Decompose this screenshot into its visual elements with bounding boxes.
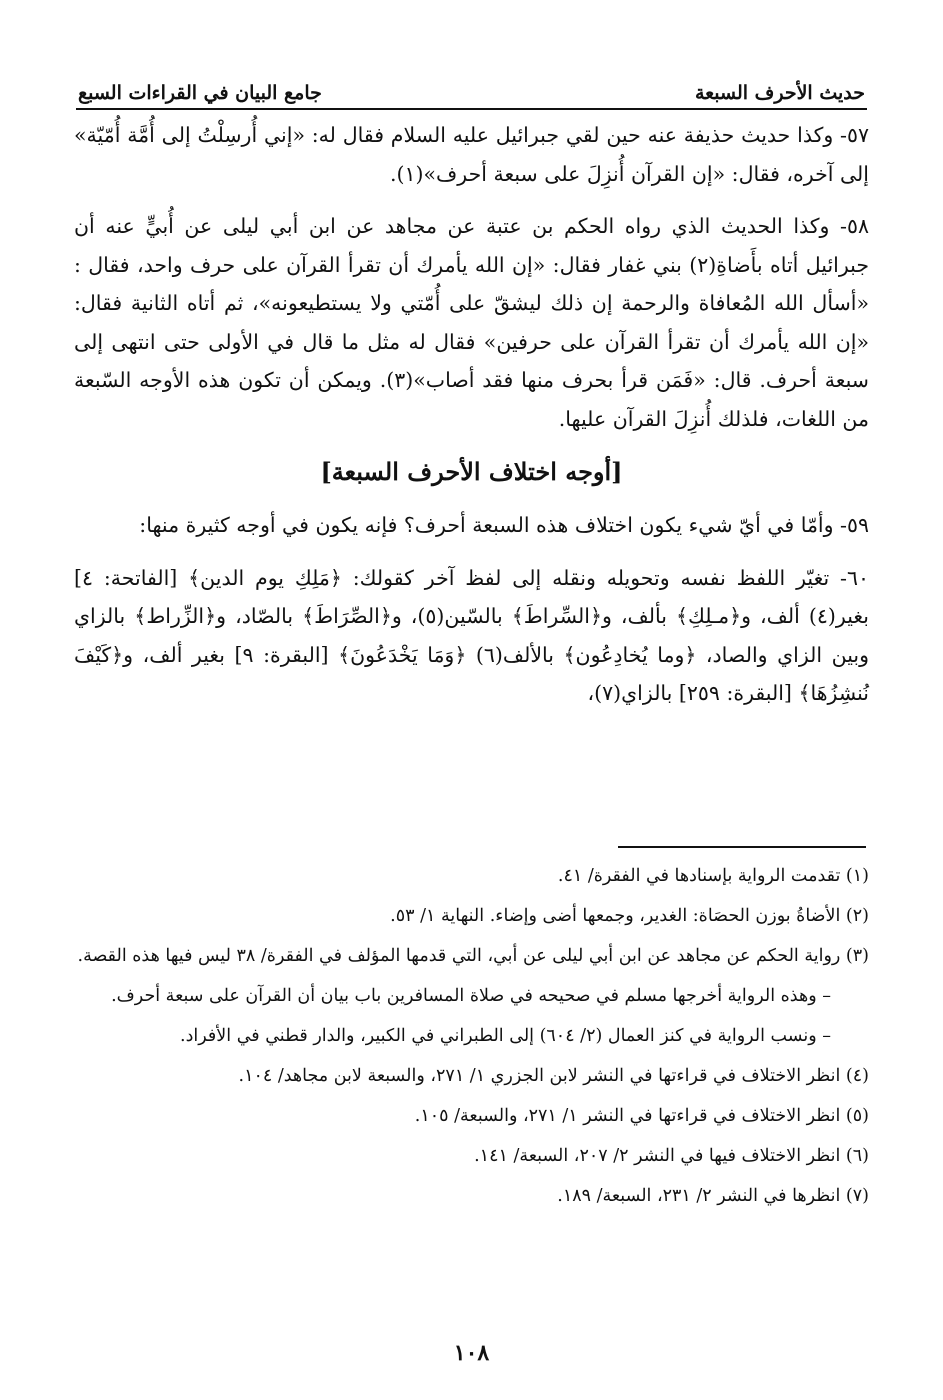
section-heading-text: [أوجه اختلاف الأحرف السبعة]	[320, 457, 623, 486]
paragraph-58: ٥٨- وكذا الحديث الذي رواه الحكم بن عتبة عن مجاهد عن ابن أبي ليلى عن أُبيٍّ عنه أن جبرائيل أتاه بأَضاةِ(٢) بني غفار فقال: «إن الله يأمرك أن تقرأ القرآن على حرف واحد، فقال : «أسأل الله المُعافاة والرحمة إن ذلك ليشقّ على أُمّتي ولا يستطيعونه»، ثم أتاه الثانية فقال: «إن الله يأمرك أن تقرأ القرآن على حرفين» فقال له مثل ما قال في الأولى حتى انتهى إلى سبعة أحرف. قال: «فَمَن قرأ بحرف منها فقد أصاب»(٣). ويمكن أن تكون هذه الأوجه السّبعة من اللغات، فلذلك أُنزِلَ القرآن عليها.	[74, 214, 870, 431]
main-text	[74, 116, 869, 727]
running-header	[78, 66, 865, 106]
header-book-title: جامع البيان في القراءات السبع	[78, 82, 322, 104]
footnote-3-note-b: – ونسب الرواية في كنز العمال (٢/ ٦٠٤) إلى الطبراني في الكبير، والدار قطني في الأفراد.	[180, 1026, 831, 1046]
footnote-2: (٢) الأضاةُ بوزن الحصَاة: الغدير، وجمعها أضى وإضاء. النهاية ١/ ٥٣.	[390, 906, 869, 926]
header-chapter-title: حديث الأحرف السبعة	[694, 82, 865, 104]
paragraph-59: ٥٩- وأمّا في أيّ شيء يكون اختلاف هذه السبعة أحرف؟ فإنه يكون في أوجه كثيرة منها:	[139, 513, 869, 537]
header-divider	[76, 108, 867, 110]
footnotes	[74, 860, 869, 1220]
section-heading	[74, 452, 869, 492]
page-number: ١٠٨	[453, 1340, 490, 1366]
footnote-divider	[618, 846, 866, 848]
paragraph-60: ٦٠- تغيّر اللفظ نفسه وتحويله ونقله إلى لفظ آخر كقولك: ﴿مَلِكِ يوم الدين﴾ [الفاتحة: ٤] بغير(٤) ألف، و﴿مـلِكِ﴾ بألف، و﴿السِّراطَ﴾ بالسّين(٥)، و﴿الصِّرَاطَ﴾ بالصّاد، و﴿الزِّراط﴾ بالزاي وبين الزاي والصاد، ﴿وما يُخادِعُون﴾ بالألف(٦) ﴿وَمَا يَخْدَعُونَ﴾ [البقرة: ٩] بغير ألف، و﴿كَيْفَ نُنشِزُهَا﴾ [البقرة: ٢٥٩] بالزاي(٧)،	[74, 565, 869, 705]
footnote-5: (٥) انظر الاختلاف في قراءتها في النشر ١/ ٢٧١، والسبعة/ ١٠٥.	[414, 1106, 869, 1126]
footnote-6: (٦) انظر الاختلاف فيها في النشر ٢/ ٢٠٧، السبعة/ ١٤١.	[474, 1146, 869, 1166]
footnote-3: (٣) رواية الحكم عن مجاهد عن ابن أبي ليلى عن أبي، التي قدمها المؤلف في الفقرة/ ٣٨ ليس فيها هذه القصة.	[77, 946, 869, 966]
paragraph-57: ٥٧- وكذا حديث حذيفة عنه حين لقي جبرائيل عليه السلام فقال له: «إني أُرسِلْتُ إلى أُمَّة أُمّيّة» إلى آخره، فقال: «إن القرآن أُنزِلَ على سبعة أحرف»(١).	[74, 123, 869, 186]
footnote-1: (١) تقدمت الرواية بإسنادها في الفقرة/ ٤١.	[557, 866, 869, 886]
footnote-3-note-a: – وهذه الرواية أخرجها مسلم في صحيحه في صلاة المسافرين باب بيان أن القرآن على سبعة أحرف.	[111, 986, 831, 1006]
footnote-4: (٤) انظر الاختلاف في قراءتها في النشر لابن الجزري ١/ ٢٧١، والسبعة لابن مجاهد/ ١٠٤.	[238, 1066, 869, 1086]
footnote-7: (٧) انظرها في النشر ٢/ ٢٣١، السبعة/ ١٨٩.	[557, 1186, 869, 1206]
